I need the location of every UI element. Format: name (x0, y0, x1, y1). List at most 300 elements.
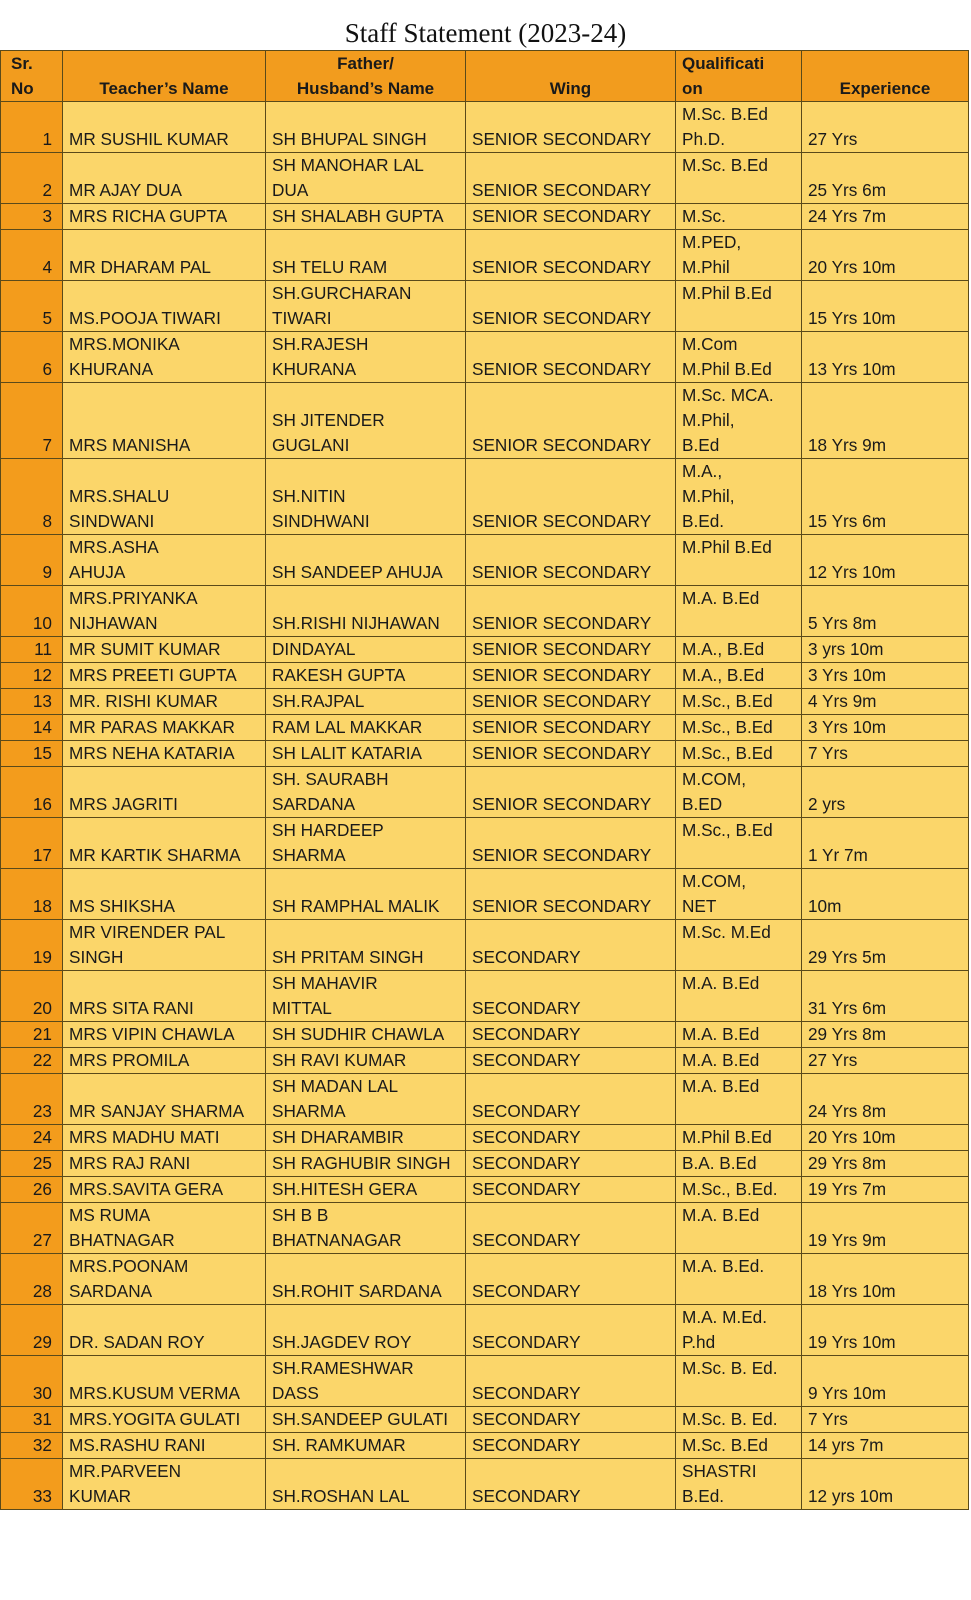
teacher-name-cell (63, 230, 266, 281)
qualification-cell (676, 459, 802, 535)
qualification-line: M.A., (682, 461, 723, 481)
header-qualification (676, 51, 802, 102)
teacher-name-cell (63, 332, 266, 383)
father-name-line: SH SHALABH GUPTA (272, 206, 444, 226)
table-row (1, 818, 969, 869)
father-name-line: SH LALIT KATARIA (272, 743, 422, 763)
experience-cell: 9 Yrs 10m (802, 1356, 969, 1407)
wing-cell: SECONDARY (466, 1048, 676, 1074)
qualification-line: M.Phil (682, 257, 730, 277)
teacher-name-line: MS SHIKSHA (69, 896, 176, 916)
experience-cell: 1 Yr 7m (802, 818, 969, 869)
father-name-line: SHARMA (272, 845, 346, 865)
sr-no-cell: 12 (1, 663, 63, 689)
experience-cell: 15 Yrs 6m (802, 459, 969, 535)
qualification-line: M.Com (682, 334, 738, 354)
qualification-line: M.Phil, (682, 410, 735, 430)
sr-no-cell: 1 (1, 102, 63, 153)
wing-cell: SENIOR SECONDARY (466, 767, 676, 818)
table-row (1, 1254, 969, 1305)
qualification-line: M.A. B.Ed (682, 973, 760, 993)
qualification-line: M.COM, (682, 769, 746, 789)
father-name-line: KHURANA (272, 359, 357, 379)
father-name-line: SH.NITIN (272, 486, 346, 506)
table-row (1, 1048, 969, 1074)
qualification-cell (676, 1125, 802, 1151)
qualification-cell (676, 869, 802, 920)
qualification-cell (676, 1177, 802, 1203)
sr-no-cell: 20 (1, 971, 63, 1022)
wing-cell: SECONDARY (466, 1203, 676, 1254)
qualification-line: M.Phil B.Ed (682, 283, 772, 303)
teacher-name-cell (63, 1074, 266, 1125)
teacher-name-line: MRS.PRIYANKA (69, 588, 198, 608)
experience-cell: 20 Yrs 10m (802, 1125, 969, 1151)
sr-no-cell: 18 (1, 869, 63, 920)
father-name-cell (266, 715, 466, 741)
father-name-line: SH RAMPHAL MALIK (272, 896, 440, 916)
father-name-cell (266, 383, 466, 459)
father-name-line: SH.SANDEEP GULATI (272, 1409, 449, 1429)
experience-cell: 27 Yrs (802, 102, 969, 153)
sr-no-cell: 4 (1, 230, 63, 281)
teacher-name-cell (63, 153, 266, 204)
table-row (1, 663, 969, 689)
father-name-cell (266, 741, 466, 767)
qualification-line: M.A. M.Ed. (682, 1307, 767, 1327)
father-name-line: SH.RISHI NIJHAWAN (272, 613, 440, 633)
father-name-cell (266, 1177, 466, 1203)
teacher-name-cell (63, 204, 266, 230)
wing-cell: SENIOR SECONDARY (466, 869, 676, 920)
father-name-line: SH.GURCHARAN (272, 283, 412, 303)
sr-no-cell: 16 (1, 767, 63, 818)
teacher-name-line: MRS.ASHA (69, 537, 159, 557)
qualification-line: M.Sc. B. Ed. (682, 1358, 778, 1378)
qualification-line: M.A. B.Ed (682, 1205, 760, 1225)
father-name-cell (266, 818, 466, 869)
table-row (1, 459, 969, 535)
table-row (1, 741, 969, 767)
teacher-name-line: MRS RAJ RANI (69, 1153, 191, 1173)
wing-cell: SENIOR SECONDARY (466, 230, 676, 281)
experience-cell: 13 Yrs 10m (802, 332, 969, 383)
qualification-line: M.A. B.Ed (682, 1024, 760, 1044)
qualification-line: M.A., B.Ed (682, 639, 765, 659)
experience-cell: 18 Yrs 10m (802, 1254, 969, 1305)
teacher-name-line: AHUJA (69, 562, 126, 582)
experience-cell: 7 Yrs (802, 1407, 969, 1433)
experience-cell: 5 Yrs 8m (802, 586, 969, 637)
teacher-name-cell (63, 1254, 266, 1305)
teacher-name-cell (63, 383, 266, 459)
qualification-cell (676, 767, 802, 818)
experience-cell: 12 yrs 10m (802, 1459, 969, 1510)
father-name-cell (266, 767, 466, 818)
father-name-cell (266, 1356, 466, 1407)
father-name-line: SH.RAJPAL (272, 691, 365, 711)
experience-cell: 7 Yrs (802, 741, 969, 767)
father-name-line: SHARMA (272, 1101, 346, 1121)
father-name-line: SH.JAGDEV ROY (272, 1332, 412, 1352)
qualification-line: B.A. B.Ed (682, 1153, 757, 1173)
father-name-line: TIWARI (272, 308, 332, 328)
staff-table (0, 50, 969, 1510)
father-name-cell (266, 1203, 466, 1254)
father-name-line: SH MAHAVIR (272, 973, 378, 993)
father-name-cell (266, 102, 466, 153)
sr-no-cell: 33 (1, 1459, 63, 1510)
experience-cell: 2 yrs (802, 767, 969, 818)
teacher-name-line: MRS MANISHA (69, 435, 191, 455)
sr-no-cell: 9 (1, 535, 63, 586)
qualification-cell (676, 204, 802, 230)
teacher-name-cell (63, 637, 266, 663)
wing-cell: SECONDARY (466, 1407, 676, 1433)
experience-cell: 14 yrs 7m (802, 1433, 969, 1459)
table-row (1, 230, 969, 281)
sr-no-cell: 17 (1, 818, 63, 869)
experience-cell: 27 Yrs (802, 1048, 969, 1074)
qualification-line: SHASTRI (682, 1461, 757, 1481)
teacher-name-line: MRS.MONIKA (69, 334, 180, 354)
qualification-cell (676, 1356, 802, 1407)
father-name-cell (266, 1459, 466, 1510)
header-father-line: Father/ (337, 54, 394, 73)
teacher-name-cell (63, 715, 266, 741)
table-row (1, 1433, 969, 1459)
father-name-cell (266, 1125, 466, 1151)
teacher-name-line: MS RUMA (69, 1205, 151, 1225)
qualification-cell (676, 332, 802, 383)
father-name-line: SH JITENDER (272, 410, 385, 430)
teacher-name-line: MRS.SAVITA GERA (69, 1179, 224, 1199)
qualification-line: B.Ed. (682, 1486, 725, 1506)
qualification-line: NET (682, 896, 717, 916)
teacher-name-line: MR SUSHIL KUMAR (69, 129, 229, 149)
wing-cell: SENIOR SECONDARY (466, 332, 676, 383)
qualification-cell (676, 1203, 802, 1254)
teacher-name-line: MRS PROMILA (69, 1050, 190, 1070)
father-name-cell (266, 971, 466, 1022)
wing-cell: SECONDARY (466, 1151, 676, 1177)
teacher-name-line: MRS SITA RANI (69, 998, 194, 1018)
qualification-cell (676, 663, 802, 689)
father-name-line: SH DHARAMBIR (272, 1127, 404, 1147)
experience-cell: 4 Yrs 9m (802, 689, 969, 715)
sr-no-cell: 13 (1, 689, 63, 715)
qualification-line: M.Sc., B.Ed (682, 820, 773, 840)
teacher-name-cell (63, 689, 266, 715)
header-father-line: Husband’s Name (296, 79, 435, 98)
wing-cell: SECONDARY (466, 1356, 676, 1407)
teacher-name-line: MR.PARVEEN (69, 1461, 182, 1481)
teacher-name-cell (63, 1433, 266, 1459)
sr-no-cell: 26 (1, 1177, 63, 1203)
qualification-line: M.Sc. B. Ed. (682, 1409, 778, 1429)
qualification-cell (676, 1407, 802, 1433)
qualification-cell (676, 1254, 802, 1305)
father-name-line: SH SUDHIR CHAWLA (272, 1024, 445, 1044)
table-row (1, 586, 969, 637)
father-name-cell (266, 230, 466, 281)
qualification-cell (676, 153, 802, 204)
qualification-line: M.Sc., B.Ed (682, 691, 773, 711)
qualification-cell (676, 920, 802, 971)
qualification-cell (676, 1074, 802, 1125)
table-row (1, 920, 969, 971)
teacher-name-line: NIJHAWAN (69, 613, 158, 633)
teacher-name-cell (63, 586, 266, 637)
qualification-line: M.A. B.Ed (682, 1076, 760, 1096)
teacher-name-cell (63, 663, 266, 689)
wing-cell: SENIOR SECONDARY (466, 153, 676, 204)
teacher-name-line: SINGH (69, 947, 124, 967)
header-experience: Experience (802, 51, 969, 102)
header-father-name (266, 51, 466, 102)
qualification-cell (676, 1022, 802, 1048)
qualification-line: M.Sc. B.Ed (682, 155, 768, 175)
teacher-name-line: MRS PREETI GUPTA (69, 665, 237, 685)
qualification-line: Ph.D. (682, 129, 725, 149)
sr-no-cell: 5 (1, 281, 63, 332)
header-sr-no (1, 51, 63, 102)
sr-no-cell: 6 (1, 332, 63, 383)
father-name-line: DASS (272, 1383, 319, 1403)
teacher-name-cell (63, 102, 266, 153)
sr-no-cell: 22 (1, 1048, 63, 1074)
table-row (1, 715, 969, 741)
table-row (1, 1151, 969, 1177)
teacher-name-cell (63, 920, 266, 971)
teacher-name-line: MR DHARAM PAL (69, 257, 211, 277)
qualification-cell (676, 102, 802, 153)
qualification-cell (676, 1151, 802, 1177)
teacher-name-line: MS.RASHU RANI (69, 1435, 206, 1455)
qualification-cell (676, 230, 802, 281)
table-body (1, 102, 969, 1510)
qualification-line: M.Sc., B.Ed (682, 743, 773, 763)
teacher-name-line: MRS VIPIN CHAWLA (69, 1024, 235, 1044)
qualification-line: M.Sc. B.Ed (682, 104, 768, 124)
teacher-name-line: MRS MADHU MATI (69, 1127, 220, 1147)
wing-cell: SECONDARY (466, 920, 676, 971)
wing-cell: SENIOR SECONDARY (466, 689, 676, 715)
header-sr-line: Sr. (11, 54, 33, 73)
sr-no-cell: 29 (1, 1305, 63, 1356)
qualification-line: M.A. B.Ed (682, 1050, 760, 1070)
father-name-cell (266, 1074, 466, 1125)
qualification-cell (676, 715, 802, 741)
table-row (1, 383, 969, 459)
wing-cell: SENIOR SECONDARY (466, 715, 676, 741)
table-row (1, 153, 969, 204)
father-name-line: MITTAL (272, 998, 332, 1018)
teacher-name-cell (63, 1151, 266, 1177)
qualification-line: P.hd (682, 1332, 716, 1352)
sr-no-cell: 30 (1, 1356, 63, 1407)
experience-cell: 3 Yrs 10m (802, 663, 969, 689)
teacher-name-cell (63, 1407, 266, 1433)
qualification-cell (676, 1305, 802, 1356)
father-name-cell (266, 689, 466, 715)
table-row (1, 535, 969, 586)
teacher-name-cell (63, 818, 266, 869)
father-name-cell (266, 920, 466, 971)
qualification-line: M.Phil B.Ed (682, 359, 772, 379)
sr-no-cell: 25 (1, 1151, 63, 1177)
teacher-name-line: KHURANA (69, 359, 154, 379)
sr-no-cell: 10 (1, 586, 63, 637)
father-name-line: SINDHWANI (272, 511, 370, 531)
teacher-name-line: MR VIRENDER PAL (69, 922, 226, 942)
sr-no-cell: 23 (1, 1074, 63, 1125)
father-name-cell (266, 1048, 466, 1074)
father-name-line: RAM LAL MAKKAR (272, 717, 423, 737)
father-name-line: SH MANOHAR LAL (272, 155, 424, 175)
header-row (1, 51, 969, 102)
teacher-name-line: MRS.YOGITA GULATI (69, 1409, 241, 1429)
wing-cell: SECONDARY (466, 1074, 676, 1125)
father-name-line: SH.HITESH GERA (272, 1179, 418, 1199)
qualification-line: M.Sc. M.Ed (682, 922, 771, 942)
teacher-name-line: MR PARAS MAKKAR (69, 717, 235, 737)
experience-cell: 29 Yrs 5m (802, 920, 969, 971)
teacher-name-line: MR SANJAY SHARMA (69, 1101, 245, 1121)
teacher-name-line: MRS JAGRITI (69, 794, 178, 814)
father-name-line: SH B B (272, 1205, 329, 1225)
wing-cell: SENIOR SECONDARY (466, 818, 676, 869)
wing-cell: SENIOR SECONDARY (466, 383, 676, 459)
father-name-cell (266, 869, 466, 920)
qualification-line: M.Sc. B.Ed (682, 1435, 768, 1455)
header-wing: Wing (466, 51, 676, 102)
teacher-name-line: MRS RICHA GUPTA (69, 206, 228, 226)
teacher-name-line: BHATNAGAR (69, 1230, 175, 1250)
sr-no-cell: 28 (1, 1254, 63, 1305)
teacher-name-line: KUMAR (69, 1486, 132, 1506)
table-row (1, 637, 969, 663)
teacher-name-cell (63, 1022, 266, 1048)
table-row (1, 1459, 969, 1510)
sr-no-cell: 14 (1, 715, 63, 741)
teacher-name-line: MR AJAY DUA (69, 180, 183, 200)
father-name-cell (266, 204, 466, 230)
experience-cell: 19 Yrs 9m (802, 1203, 969, 1254)
qualification-cell (676, 818, 802, 869)
qualification-line: M.Phil B.Ed (682, 1127, 772, 1147)
header-teacher-name: Teacher’s Name (63, 51, 266, 102)
qualification-line: B.Ed (682, 435, 720, 455)
page-title: Staff Statement (2023-24) (344, 18, 627, 48)
header-qual-line: Qualificati (682, 54, 765, 73)
table-row (1, 1407, 969, 1433)
qualification-cell (676, 281, 802, 332)
wing-cell: SECONDARY (466, 1177, 676, 1203)
header-sr-line: No (11, 79, 34, 98)
teacher-name-cell (63, 1125, 266, 1151)
qualification-cell (676, 1048, 802, 1074)
teacher-name-cell (63, 535, 266, 586)
teacher-name-cell (63, 281, 266, 332)
table-row (1, 1305, 969, 1356)
sr-no-cell: 8 (1, 459, 63, 535)
qualification-cell (676, 586, 802, 637)
experience-cell: 29 Yrs 8m (802, 1151, 969, 1177)
teacher-name-cell (63, 869, 266, 920)
sr-no-cell: 11 (1, 637, 63, 663)
teacher-name-line: MRS.KUSUM VERMA (69, 1383, 240, 1403)
table-row (1, 1074, 969, 1125)
father-name-cell (266, 1022, 466, 1048)
father-name-line: SH.ROHIT SARDANA (272, 1281, 442, 1301)
teacher-name-cell (63, 767, 266, 818)
wing-cell: SECONDARY (466, 1022, 676, 1048)
wing-cell: SENIOR SECONDARY (466, 535, 676, 586)
experience-cell: 10m (802, 869, 969, 920)
father-name-line: SH TELU RAM (272, 257, 388, 277)
father-name-cell (266, 459, 466, 535)
wing-cell: SENIOR SECONDARY (466, 102, 676, 153)
qualification-cell (676, 637, 802, 663)
table-row (1, 971, 969, 1022)
experience-cell: 3 yrs 10m (802, 637, 969, 663)
table-row (1, 204, 969, 230)
qualification-line: M.PED, (682, 232, 742, 252)
qualification-line: B.Ed. (682, 511, 725, 531)
teacher-name-cell (63, 971, 266, 1022)
teacher-name-cell (63, 459, 266, 535)
father-name-line: SH.ROSHAN LAL (272, 1486, 410, 1506)
wing-cell: SENIOR SECONDARY (466, 741, 676, 767)
table-row (1, 281, 969, 332)
qualification-cell (676, 1459, 802, 1510)
wing-cell: SENIOR SECONDARY (466, 663, 676, 689)
teacher-name-cell (63, 741, 266, 767)
father-name-line: SH PRITAM SINGH (272, 947, 424, 967)
wing-cell: SECONDARY (466, 1254, 676, 1305)
wing-cell: SENIOR SECONDARY (466, 586, 676, 637)
experience-cell: 15 Yrs 10m (802, 281, 969, 332)
father-name-line: SH BHUPAL SINGH (272, 129, 427, 149)
sr-no-cell: 32 (1, 1433, 63, 1459)
father-name-line: SH.RAMESHWAR (272, 1358, 414, 1378)
wing-cell: SECONDARY (466, 1305, 676, 1356)
sr-no-cell: 2 (1, 153, 63, 204)
table-row (1, 102, 969, 153)
teacher-name-cell (63, 1203, 266, 1254)
teacher-name-line: MR SUMIT KUMAR (69, 639, 221, 659)
father-name-cell (266, 1407, 466, 1433)
teacher-name-line: MRS.POONAM (69, 1256, 189, 1276)
qualification-line: M.A., B.Ed (682, 665, 765, 685)
father-name-line: BHATNANAGAR (272, 1230, 402, 1250)
wing-cell: SENIOR SECONDARY (466, 637, 676, 663)
father-name-line: GUGLANI (272, 435, 350, 455)
experience-cell: 25 Yrs 6m (802, 153, 969, 204)
father-name-line: SH.RAJESH (272, 334, 369, 354)
father-name-line: SH HARDEEP (272, 820, 384, 840)
qualification-cell (676, 741, 802, 767)
teacher-name-cell (63, 1048, 266, 1074)
wing-cell: SECONDARY (466, 1459, 676, 1510)
experience-cell: 19 Yrs 10m (802, 1305, 969, 1356)
father-name-line: SARDANA (272, 794, 356, 814)
father-name-cell (266, 586, 466, 637)
father-name-cell (266, 1254, 466, 1305)
father-name-cell (266, 1151, 466, 1177)
qualification-line: M.A. B.Ed. (682, 1256, 765, 1276)
